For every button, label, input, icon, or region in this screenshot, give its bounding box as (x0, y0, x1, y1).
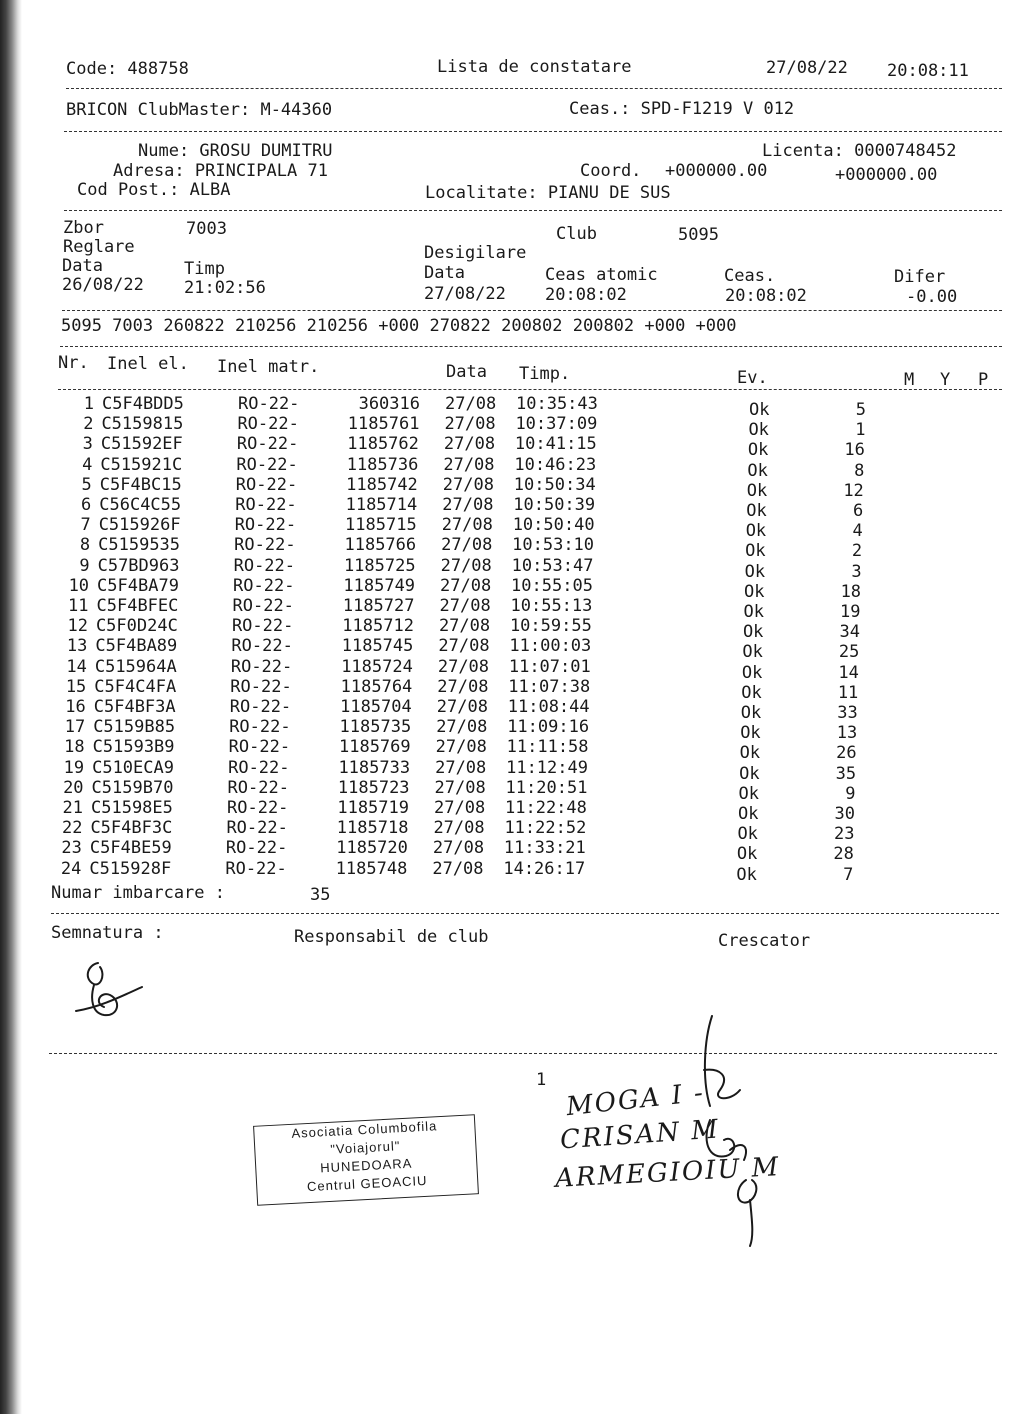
arrival-date: 27/08 (435, 737, 487, 758)
handwritten-signature (70, 955, 150, 1025)
ring-prefix: RO-22- (233, 555, 296, 576)
position: 11 (837, 682, 859, 703)
ring-prefix: RO-22- (237, 414, 299, 435)
zbor-value: 7003 (186, 219, 227, 239)
position: 3 (851, 561, 862, 582)
arrival-time: 10:53:10 (512, 535, 595, 556)
col-inel-matr: Inel matr. (217, 357, 320, 377)
electronic-ring: C5F4BA79 (97, 575, 179, 596)
row-number: 11 (68, 596, 89, 616)
table-row (56, 757, 876, 784)
position: 34 (839, 622, 860, 643)
table-row (58, 697, 878, 723)
table-row (61, 596, 881, 622)
event-status: Ok (747, 440, 769, 461)
arrival-time: 11:22:52 (504, 818, 587, 839)
ring-number: 1185766 (344, 535, 417, 556)
arrival-date: 27/08 (438, 636, 490, 657)
event-status: Ok (746, 501, 767, 521)
ring-prefix: RO-22- (227, 798, 289, 818)
arrival-time: 10:55:13 (510, 596, 593, 616)
handwritten-name-1: MOGA I - (564, 1077, 707, 1123)
arrival-date: 27/08 (445, 394, 497, 414)
position: 2 (851, 541, 863, 562)
col-nr: Nr. (58, 353, 89, 373)
event-status: Ok (747, 460, 768, 481)
club-responsible-label: Responsabil de club (294, 927, 489, 947)
table-row (56, 777, 876, 804)
arrival-time: 11:08:44 (507, 697, 590, 717)
arrival-date: 27/08 (436, 717, 488, 738)
stamp-line-4: Centrul GEOACIU (306, 1172, 428, 1195)
ring-prefix: RO-22- (230, 676, 292, 697)
atomic-time: 20:08:02 (545, 285, 627, 305)
row-number: 18 (64, 737, 85, 758)
position: 7 (843, 864, 854, 885)
row-number: 17 (64, 717, 86, 738)
code-line: 5095 7003 260822 210256 210256 +000 270822 200802 200802 +000 +000 (61, 316, 737, 336)
position: 1 (855, 420, 866, 441)
ceas-time: 20:08:02 (725, 286, 807, 306)
divider (64, 131, 1002, 132)
electronic-ring: C51598E5 (91, 798, 173, 818)
row-number: 22 (61, 818, 83, 839)
ring-prefix: RO-22- (234, 535, 296, 556)
ring-number: 1185769 (338, 737, 411, 758)
owner-postal: Cod Post.: ALBA (77, 180, 231, 200)
electronic-ring: C5159815 (101, 414, 184, 435)
electronic-ring: C51592EF (100, 434, 183, 455)
event-status: Ok (741, 662, 763, 683)
electronic-ring: C5F4BE59 (89, 838, 172, 859)
handwritten-name-2: CRISAN M (559, 1114, 721, 1156)
data2-label: Data (424, 263, 465, 283)
arrival-time: 10:59:55 (509, 616, 592, 637)
electronic-ring: C5159535 (98, 535, 181, 556)
event-status: Ok (740, 723, 761, 744)
electronic-ring: C5159B85 (93, 717, 176, 738)
owner-name: Nume: GROSU DUMITRU (138, 141, 333, 161)
clock-id: Ceas.: SPD-F1219 V 012 (569, 99, 795, 119)
ring-prefix: RO-22- (235, 474, 298, 495)
arrival-date: 27/08 (436, 697, 488, 717)
arrival-time: 11:07:38 (508, 676, 591, 697)
ring-number: 1185748 (335, 858, 408, 879)
club-stamp (253, 1114, 479, 1206)
page-number: 1 (536, 1070, 547, 1090)
ceas-atomic-label: Ceas atomic (545, 265, 658, 285)
arrival-time: 11:09:16 (507, 717, 590, 738)
ring-number: 1185761 (347, 414, 420, 435)
table-row (65, 414, 885, 441)
table-row (65, 434, 885, 461)
arrival-date: 27/08 (433, 818, 485, 839)
electronic-ring: C515926F (98, 515, 181, 536)
position: 13 (836, 723, 858, 744)
reglare-label: Reglare (63, 237, 135, 257)
event-status: Ok (738, 804, 759, 824)
table-row (54, 818, 874, 845)
event-status: Ok (736, 864, 757, 885)
arrival-date: 27/08 (440, 555, 492, 576)
col-data: Data (446, 362, 487, 382)
difer-label: Difer (894, 267, 946, 287)
table-row (59, 636, 879, 663)
table-row (63, 515, 883, 542)
event-status: Ok (745, 541, 766, 562)
arrival-time: 10:46:23 (514, 454, 597, 475)
electronic-ring: C515964A (94, 656, 177, 677)
table-row (66, 394, 886, 420)
ring-number: 1185742 (346, 474, 418, 495)
event-status: Ok (744, 581, 765, 602)
arrival-date: 27/08 (443, 434, 496, 455)
position: 5 (855, 400, 866, 420)
divider (60, 346, 1002, 347)
col-p: P (978, 370, 989, 390)
arrival-time: 11:22:48 (505, 798, 587, 818)
electronic-ring: C515921C (100, 454, 183, 475)
electronic-ring: C5F4BDD5 (102, 394, 184, 414)
arrival-date: 27/08 (435, 757, 487, 778)
stamp-line-1: Asociatia Columbofila (291, 1118, 438, 1141)
arrival-date: 27/08 (441, 515, 493, 536)
ring-number: 1185733 (338, 757, 411, 778)
ring-number: 1185764 (340, 676, 413, 697)
arrival-date: 27/08 (434, 777, 486, 798)
difer-value: -0.00 (906, 287, 958, 307)
breeder-label: Crescator (718, 931, 811, 951)
position: 14 (838, 662, 859, 683)
ring-number: 1185714 (345, 495, 418, 515)
stamp-line-3: HUNEDOARA (319, 1155, 413, 1176)
row-number: 13 (66, 636, 88, 657)
row-number: 23 (61, 838, 82, 859)
ring-prefix: RO-22- (225, 838, 288, 859)
position: 9 (845, 783, 856, 804)
arrival-time: 10:35:43 (516, 394, 598, 414)
position: 33 (837, 703, 858, 723)
ring-prefix: RO-22- (236, 434, 299, 455)
event-status: Ok (738, 783, 760, 804)
position: 26 (836, 743, 857, 764)
divider (51, 913, 999, 914)
arrival-time: 10:50:34 (513, 474, 596, 495)
position: 8 (854, 460, 865, 481)
arrival-date: 27/08 (440, 575, 492, 596)
event-status: Ok (741, 682, 762, 703)
arrival-date: 27/08 (439, 596, 491, 616)
desig-date: 27/08/22 (424, 284, 506, 304)
arrival-date: 27/08 (442, 495, 494, 515)
table-row (59, 656, 879, 683)
row-number: 14 (66, 656, 87, 677)
ring-number: 1185725 (343, 555, 416, 576)
arrival-time: 10:53:47 (511, 555, 594, 576)
ring-prefix: RO-22- (235, 495, 297, 515)
zbor-label: Zbor (63, 218, 104, 238)
table-row (54, 838, 874, 865)
table-row (64, 454, 884, 481)
table-row (57, 717, 877, 744)
arrival-date: 27/08 (437, 676, 489, 697)
ring-number: 1185749 (343, 575, 416, 596)
event-status: Ok (748, 420, 769, 441)
event-status: Ok (742, 642, 763, 663)
col-inel-el: Inel el. (107, 354, 189, 374)
position: 28 (833, 844, 854, 865)
coord-y: +000000.00 (835, 165, 938, 185)
col-m: M (904, 370, 915, 390)
row-number: 16 (65, 697, 86, 717)
event-status: Ok (743, 602, 764, 622)
table-row (60, 616, 880, 643)
ring-prefix: RO-22- (233, 575, 295, 596)
ring-number: 1185762 (347, 434, 419, 455)
electronic-ring: C5F4BF3C (90, 818, 173, 839)
data-label: Data (62, 256, 103, 276)
electronic-ring: C510ECA9 (92, 757, 174, 778)
arrival-time: 10:50:39 (513, 495, 596, 515)
position: 16 (844, 440, 865, 461)
ring-prefix: RO-22- (227, 777, 289, 798)
owner-licence: Licenta: 0000748452 (762, 141, 957, 161)
electronic-ring: C5F4BC15 (99, 474, 182, 495)
ring-number: 1185712 (342, 616, 414, 637)
handwritten-initials (690, 1010, 780, 1250)
reglare-date: 26/08/22 (62, 275, 144, 295)
table-row (62, 555, 882, 582)
table-row (63, 495, 883, 521)
event-status: Ok (746, 480, 768, 501)
ring-number: 360316 (358, 394, 420, 414)
arrival-date: 27/08 (443, 454, 495, 475)
basket-label: Numar imbarcare : (51, 883, 225, 903)
row-number: 24 (60, 858, 82, 879)
arrival-time: 11:00:03 (509, 636, 592, 657)
row-number: 15 (65, 676, 87, 697)
signature-label: Semnatura : (51, 923, 164, 943)
row-number: 5 (81, 474, 92, 495)
table-row (61, 575, 881, 602)
electronic-ring: C51593B9 (92, 737, 175, 758)
ring-prefix: RO-22- (229, 717, 291, 738)
arrival-date: 27/08 (437, 656, 490, 677)
electronic-ring: C515928F (89, 858, 172, 879)
arrival-time: 10:50:40 (512, 515, 595, 536)
ring-prefix: RO-22- (234, 515, 297, 536)
table-row (64, 474, 884, 501)
col-timp: Timp. (519, 364, 571, 384)
electronic-ring: C5F4BF3A (93, 697, 176, 717)
ring-number: 1185727 (342, 596, 415, 616)
row-number: 3 (82, 434, 93, 455)
row-number: 12 (67, 616, 88, 637)
arrival-time: 11:33:21 (503, 838, 586, 859)
coord-label: Coord. (580, 161, 642, 181)
event-status: Ok (736, 844, 758, 865)
divider (64, 210, 1002, 211)
table-row (55, 798, 875, 824)
col-y: Y (940, 370, 951, 390)
arrival-date: 27/08 (444, 414, 496, 435)
row-number: 10 (68, 575, 90, 596)
ring-number: 1185724 (341, 656, 413, 677)
report-time: 20:08:11 (887, 61, 969, 81)
position: 23 (833, 824, 855, 845)
arrival-date: 27/08 (441, 535, 493, 556)
ceas-label: Ceas. (724, 266, 776, 286)
row-number: 20 (63, 777, 84, 798)
ring-number: 1185745 (341, 636, 414, 657)
event-status: Ok (737, 824, 758, 845)
position: 30 (834, 804, 855, 824)
event-status: Ok (742, 622, 764, 643)
divider (66, 88, 1002, 89)
club-label: Club (556, 224, 597, 244)
position: 6 (853, 501, 864, 521)
arrival-time: 11:12:49 (506, 757, 588, 778)
report-date: 27/08/22 (766, 58, 848, 78)
ring-prefix: RO-22- (229, 697, 292, 717)
event-status: Ok (744, 561, 766, 582)
ring-prefix: RO-22- (228, 737, 291, 758)
owner-locality: Localitate: PIANU DE SUS (425, 183, 671, 203)
ring-number: 1185718 (336, 818, 409, 839)
club-master-id: BRICON ClubMaster: M-44360 (66, 100, 333, 120)
page-title: Lista de constatare (437, 57, 632, 77)
arrival-time: 10:37:09 (515, 414, 598, 435)
desigilare-label: Desigilare (424, 243, 527, 263)
event-status: Ok (739, 743, 761, 764)
ring-prefix: RO-22- (231, 616, 294, 637)
position: 35 (835, 763, 857, 784)
electronic-ring: C56C4C55 (99, 495, 182, 515)
electronic-ring: C5F4BA89 (95, 636, 178, 657)
ring-number: 1185736 (346, 454, 419, 475)
col-ev: Ev. (737, 368, 768, 388)
arrival-time: 14:26:17 (503, 858, 586, 879)
arrival-date: 27/08 (434, 798, 486, 818)
row-number: 6 (81, 495, 92, 515)
position: 12 (843, 480, 864, 501)
position: 18 (840, 581, 862, 602)
arrival-time: 11:20:51 (505, 777, 588, 798)
ring-prefix: RO-22- (226, 818, 288, 839)
ring-number: 1185735 (339, 717, 412, 738)
row-number: 9 (79, 555, 90, 576)
electronic-ring: C5F4C4FA (94, 676, 177, 697)
table-row (62, 535, 882, 562)
scan-edge-shadow (0, 0, 22, 1414)
electronic-ring: C5F0D24C (95, 616, 178, 637)
event-status: Ok (740, 703, 762, 723)
owner-address: Adresa: PRINCIPALA 71 (113, 161, 328, 181)
table-row (58, 676, 878, 703)
handwritten-name-3: ARMEGIOIU M (554, 1152, 782, 1194)
arrival-date: 27/08 (442, 474, 494, 495)
row-number: 21 (62, 798, 83, 818)
arrival-date: 27/08 (432, 838, 485, 859)
ring-prefix: RO-22- (228, 757, 290, 778)
ring-number: 1185715 (345, 515, 417, 536)
arrival-time: 10:55:05 (511, 575, 593, 596)
ring-number: 1185720 (336, 838, 408, 859)
row-number: 2 (83, 414, 94, 435)
ring-prefix: RO-22- (230, 656, 293, 677)
report-code: Code: 488758 (66, 59, 189, 79)
ring-prefix: RO-22- (225, 858, 287, 879)
ring-number: 1185723 (337, 777, 410, 798)
row-number: 8 (79, 535, 91, 556)
event-status: Ok (739, 763, 760, 784)
arrival-date: 27/08 (438, 616, 491, 637)
ring-number: 1185719 (337, 798, 409, 818)
ring-prefix: RO-22- (236, 454, 298, 475)
ring-prefix: RO-22- (232, 596, 294, 616)
row-number: 7 (80, 515, 91, 536)
ring-prefix: RO-22- (238, 394, 300, 414)
arrival-time: 10:41:15 (514, 434, 597, 455)
arrival-time: 11:11:58 (506, 737, 589, 758)
event-status: Ok (745, 521, 767, 542)
position: 19 (840, 602, 861, 622)
row-number: 4 (82, 454, 93, 475)
arrival-date: 27/08 (432, 858, 484, 879)
position: 25 (838, 642, 860, 663)
stamp-line-2: "Voiajorul" (329, 1138, 401, 1157)
position: 4 (852, 521, 863, 542)
timp-label: Timp (184, 259, 225, 279)
ring-prefix: RO-22- (231, 636, 293, 657)
reglare-time: 21:02:56 (184, 278, 266, 298)
ring-number: 1185704 (340, 697, 412, 717)
arrival-time: 11:07:01 (508, 656, 591, 677)
coord-x: +000000.00 (665, 161, 768, 181)
table-row (53, 858, 873, 885)
divider (62, 310, 1002, 311)
divider (58, 389, 1002, 390)
basket-value: 35 (310, 885, 331, 905)
electronic-ring: C57BD963 (97, 555, 180, 576)
electronic-ring: C5159B70 (91, 777, 174, 798)
club-value: 5095 (678, 225, 719, 245)
divider (49, 1053, 997, 1054)
row-number: 19 (63, 757, 85, 778)
electronic-ring: C5F4BFEC (96, 596, 179, 616)
row-number: 1 (83, 394, 94, 414)
event-status: Ok (749, 400, 770, 420)
table-row (57, 737, 877, 764)
